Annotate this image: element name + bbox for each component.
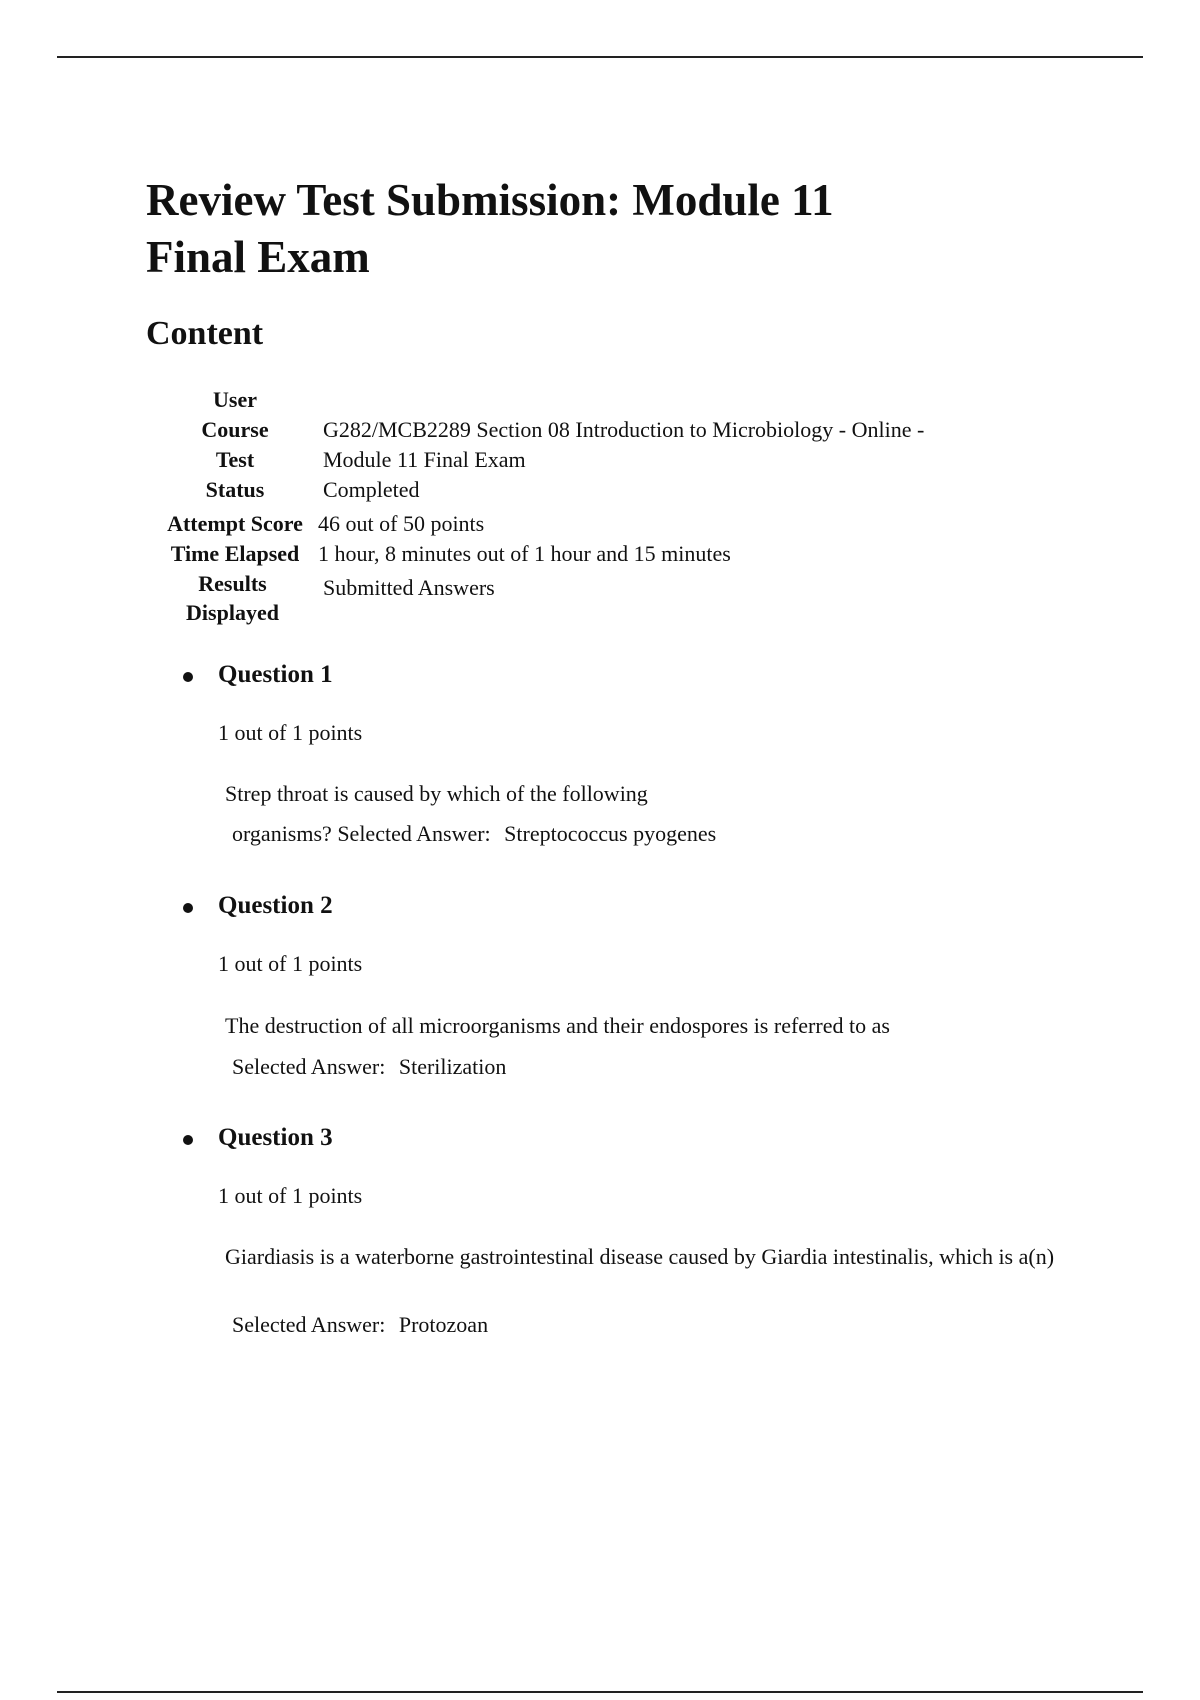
test-label: Test	[215, 447, 255, 472]
status-value: Completed	[323, 477, 420, 502]
top-divider	[57, 56, 1143, 58]
selected-answer-value: Streptococcus pyogenes	[504, 821, 717, 846]
results-displayed-label-line2: Displayed	[186, 600, 279, 625]
status-label: Status	[205, 477, 265, 502]
results-displayed-value: Submitted Answers	[323, 575, 495, 600]
selected-answer-label: Selected Answer:	[337, 821, 491, 846]
question-title: Question 1	[218, 661, 333, 688]
question-points: 1 out of 1 points	[218, 1183, 363, 1208]
selected-answer	[232, 1310, 488, 1340]
selected-answer	[232, 819, 716, 849]
attempt-score-label: Attempt Score	[167, 511, 303, 536]
question-points: 1 out of 1 points	[218, 720, 363, 745]
bullet-icon	[183, 672, 193, 682]
course-value: G282/MCB2289 Section 08 Introduction to Microbiology - Online -	[323, 417, 925, 442]
question-text-continuation: organisms?	[232, 821, 332, 846]
bullet-icon	[183, 903, 193, 913]
selected-answer-label: Selected Answer:	[232, 1312, 386, 1337]
question-points: 1 out of 1 points	[218, 951, 363, 976]
page-title: Review Test Submission: Module 11 Final Exam	[146, 175, 834, 282]
course-label: Course	[201, 417, 269, 442]
selected-answer	[232, 1052, 506, 1082]
question-text: The destruction of all microorganisms and their endospores is referred to as	[225, 1013, 890, 1038]
attempt-score-value: 46 out of 50 points	[318, 511, 485, 536]
section-heading-content: Content	[146, 315, 264, 352]
question-text: Strep throat is caused by which of the following	[225, 781, 648, 806]
selected-answer-label: Selected Answer:	[232, 1054, 386, 1079]
selected-answer-value: Sterilization	[398, 1054, 507, 1079]
selected-answer-value: Protozoan	[398, 1312, 489, 1337]
bullet-icon	[183, 1135, 193, 1145]
results-displayed-label-line1: Results	[198, 571, 267, 596]
time-elapsed-value: 1 hour, 8 minutes out of 1 hour and 15 minutes	[318, 541, 731, 566]
test-value: Module 11 Final Exam	[323, 447, 526, 472]
question-title: Question 3	[218, 1124, 333, 1151]
question-title: Question 2	[218, 892, 333, 919]
bottom-divider	[57, 1691, 1143, 1693]
question-text: Giardiasis is a waterborne gastrointestinal disease caused by Giardia intestinalis, which is a(n)	[225, 1244, 1055, 1269]
user-label: User	[213, 387, 257, 412]
time-elapsed-label: Time Elapsed	[170, 541, 300, 566]
